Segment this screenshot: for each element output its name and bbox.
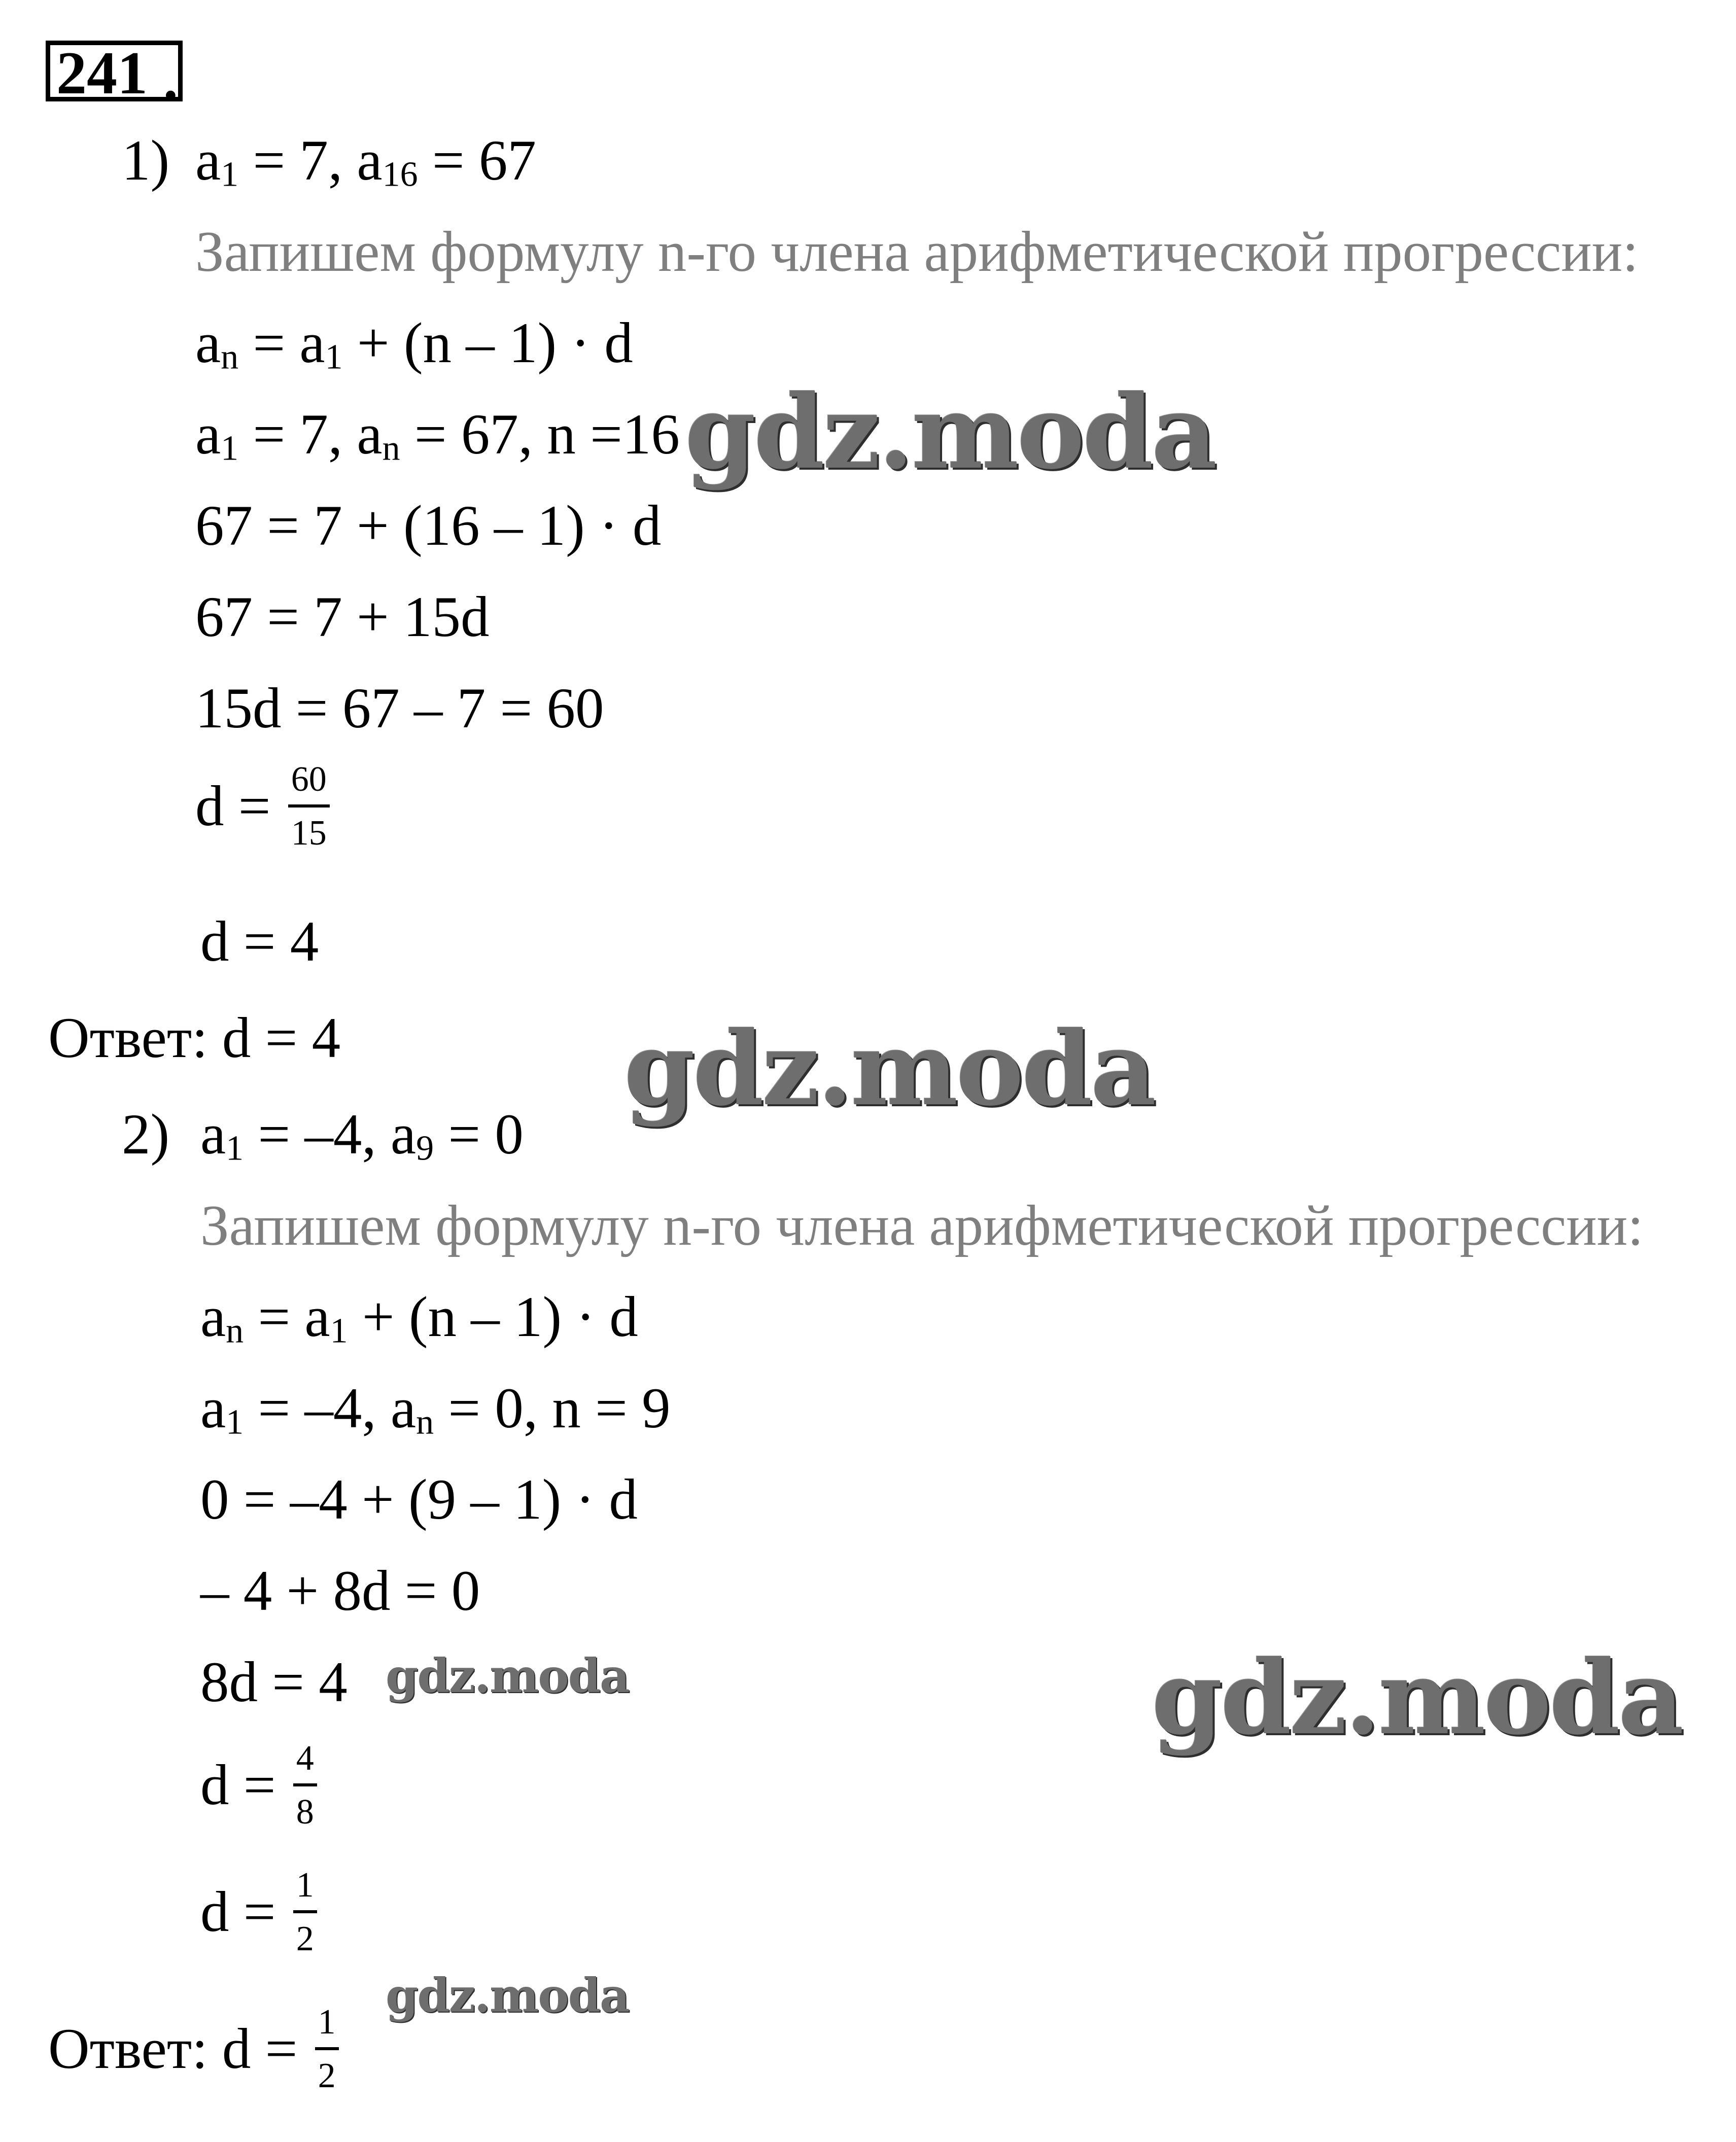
part1-formula: $a_n = a_1 + (n - 1) \cdot d$ — [195, 311, 633, 377]
watermark: gdz.moda — [386, 1968, 629, 2023]
part1-values: $a_1 = 7$, $a_n = 67$, n =16 — [195, 403, 680, 468]
fraction: $\frac{1}{2}$ — [315, 2004, 339, 2094]
part1-step5: d = 4 — [200, 910, 319, 973]
watermark: gdz.moda — [685, 373, 1216, 492]
part2-formula: $a_n = a_1 + (n - 1) \cdot d$ — [200, 1285, 638, 1351]
fraction: $\frac{60}{15}$ — [288, 761, 330, 852]
part2-step2: – 4 + 8d = 0 — [200, 1559, 480, 1623]
watermark: gdz.moda — [386, 1648, 629, 1703]
watermark: gdz.moda — [1152, 1638, 1682, 1758]
part2-step1: 0 = –4 + (9 – 1) · d — [200, 1468, 638, 1531]
watermark: gdz.moda — [624, 1009, 1155, 1129]
part1-step1: 67 = 7 + (16 – 1) · d — [195, 494, 662, 557]
part1-label: 1) — [122, 129, 170, 192]
part2-answer: Ответ: d = $\frac{1}{2}$ — [48, 2004, 339, 2094]
fraction: $\frac{1}{2}$ — [293, 1867, 317, 1957]
part1-step2: 67 = 7 + 15d — [195, 585, 490, 649]
part2-step5: d = $\frac{1}{2}$ — [200, 1867, 317, 1957]
part1-step3: 15d = 67 – 7 = 60 — [195, 677, 604, 740]
part2-intro: Запишем формулу n-го члена арифметической прогрессии: — [200, 1194, 1644, 1257]
part1-answer: Ответ: d = 4 — [48, 1006, 341, 1070]
part2-step4: d = $\frac{4}{8}$ — [200, 1740, 317, 1831]
task-number-dot: . — [163, 48, 178, 112]
part1-step4: d = $\frac{60}{15}$ — [195, 761, 330, 852]
part2-values: $a_1 = -4$, $a_n = 0$, n = 9 — [200, 1377, 671, 1442]
part2-given: $a_1 = -4$, $a_9 = 0$ — [200, 1103, 524, 1168]
part2-label: 2) — [122, 1103, 170, 1166]
fraction: $\frac{4}{8}$ — [293, 1740, 317, 1831]
part1-given: $a_1 = 7$, $a_{16} = 67$ — [195, 129, 536, 194]
part1-intro: Запишем формулу n-го члена арифметической прогрессии: — [195, 220, 1639, 284]
task-number: 241 — [46, 41, 183, 101]
part2-step3: 8d = 4 — [200, 1651, 348, 1714]
